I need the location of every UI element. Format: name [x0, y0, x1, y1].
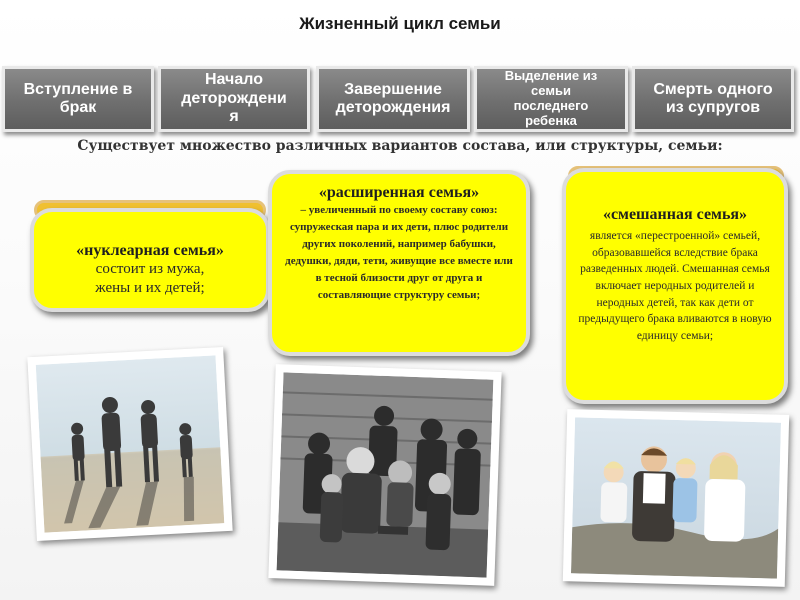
photo-extended-family [268, 364, 501, 586]
blended-family-term: «смешанная семья» [602, 206, 748, 223]
stage-marriage [2, 66, 154, 132]
slide-title: Жизненный цикл семьи [299, 14, 501, 33]
stage-childbearing-start [158, 66, 310, 132]
extended-family-desc: – увеличенный по своему составу союз: супружеская пара и их дети, плюс родители других поколений, например бабушки, дедушки, дяди, тети, живущие все вместе или в тесной близости друг от друга и составляющие структуру семьи; [285, 204, 513, 302]
stage-label-line: я [229, 108, 239, 126]
extended-family-card [268, 170, 530, 356]
stage-label-line: Начало [205, 71, 263, 89]
photo-blended-family [563, 409, 789, 587]
stage-label-line: Завершение [344, 80, 442, 98]
stage-last-child-leaves [474, 66, 628, 132]
nuclear-family-desc-line: жены и их детей; [95, 279, 205, 296]
stage-label-line: ребенка [525, 112, 577, 128]
nuclear-family-card [30, 208, 270, 312]
stage-label-line: семьи [531, 83, 571, 99]
stage-childbearing-end [316, 66, 470, 132]
stage-label-line: из супругов [665, 99, 761, 116]
stage-label-line: брак [59, 99, 97, 116]
beach-family-image [36, 355, 225, 532]
stage-label-line: Смерть одного [653, 80, 773, 98]
stage-label-line: деторождения [335, 99, 451, 116]
photo-nuclear-family [27, 347, 232, 541]
blended-family-desc: является «перестроенной» семьей, образовавшейся вследствие брака разведенных людей. Смешанная семья включает неродных родителей и неродных детей, так как дети от предыдущего брака вливаются в новую единицу семьи; [578, 230, 772, 343]
blended-family-image [571, 417, 781, 578]
intro-text: Существует множество различных вариантов состава, или структуры, семьи: [77, 138, 723, 154]
nuclear-family-term: «нуклеарная семья» [76, 242, 224, 259]
stage-label-line: последнего [513, 98, 589, 113]
stage-spouse-death [632, 66, 794, 132]
extended-family-image [277, 372, 494, 577]
stage-label-line: Выделение из [504, 68, 598, 84]
stage-label-line: Вступление в [23, 80, 133, 98]
extended-family-term-text: «расширенная семья» [318, 184, 480, 201]
blended-family-card [562, 168, 788, 404]
nuclear-family-desc-line: состоит из мужа, [95, 261, 205, 277]
extended-family-term [284, 184, 514, 202]
stage-label-line: деторождени [181, 89, 287, 107]
